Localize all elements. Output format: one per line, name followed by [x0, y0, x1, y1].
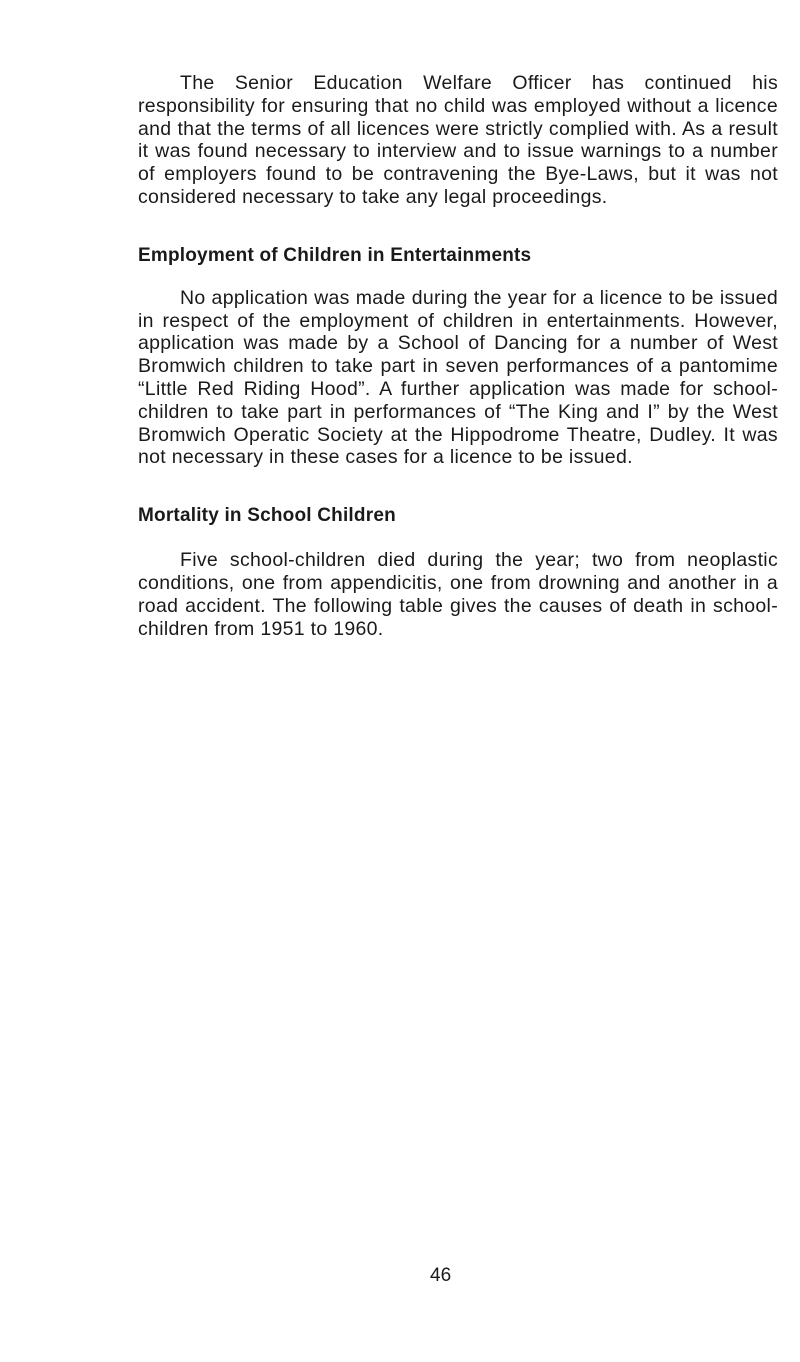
mortality-paragraph: Five school-children died during the year; two from neoplastic conditions, one from appendicitis, one from drowning and another in a road accident. The following table gives the causes of death in school-children from 1951 to 1960. [138, 549, 778, 640]
intro-paragraph: The Senior Education Welfare Officer has continued his responsibility for ensuring that no child was employed without a licence and that the terms of all licences were strictly complied with. As a result it was found necessary to interview and to issue warnings to a number of employers found to be contravening the Bye-Laws, but it was not considered necessary to take any legal proceedings. [138, 72, 778, 208]
employment-paragraph: No application was made during the year for a licence to be issued in respect of the employment of children in entertainments. However, application was made by a School of Dancing for a number of West Bromwich children to take part in seven performances of a pantomime “Little Red Riding Hood”. A further application was made for school-children to take part in performances of “The King and I” by the West Bromwich Operatic Society at the Hippodrome Theatre, Dudley. It was not necessary in these cases for a licence to be issued. [138, 286, 778, 469]
page-number: 46 [430, 1265, 452, 1286]
section-heading-mortality: Mortality in School Children [138, 505, 396, 527]
section-heading-employment: Employment of Children in Entertainments [138, 244, 532, 266]
document-page [138, 72, 778, 640]
